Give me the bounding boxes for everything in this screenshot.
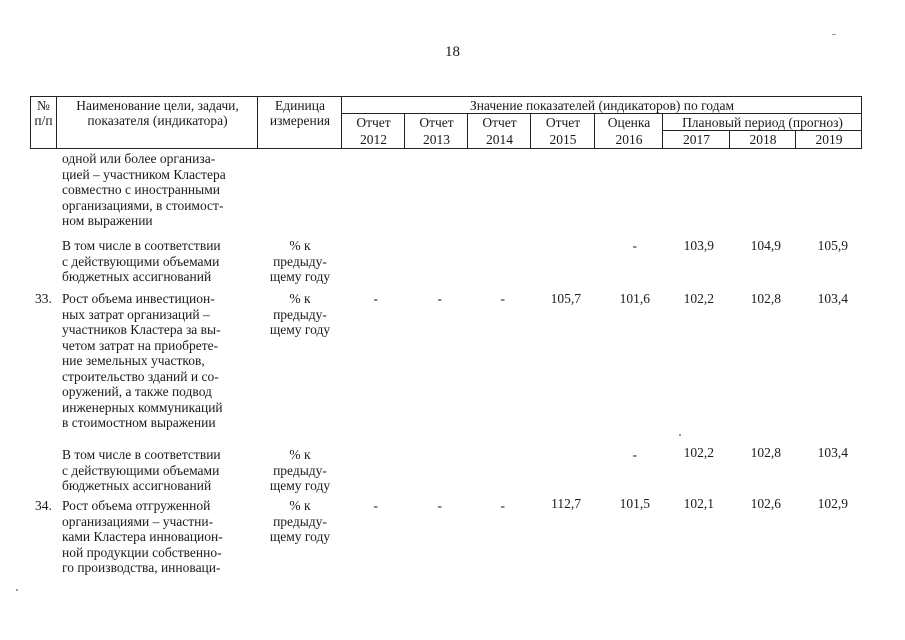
header-year-2018: 2018 — [749, 132, 777, 147]
row-unit-34: % к предыду- щему году — [269, 498, 331, 544]
value-cell: 102,8 — [750, 291, 781, 306]
row-unit-budget-32: % к предыду- щему году — [269, 238, 331, 284]
value-cell: - — [500, 498, 505, 513]
header-kind-2014: Отчет — [482, 115, 517, 130]
header-values-group: Значение показателей (индикаторов) по годам — [469, 98, 735, 113]
header-year-2017: 2017 — [683, 132, 710, 147]
value-cell: - — [437, 498, 442, 513]
row-text-budget-33: В том числе в соответствии с действующими объемами бюджетных ассигнований — [62, 447, 221, 493]
value-cell: - — [500, 291, 505, 306]
header-kind-2016: Оценка — [607, 115, 651, 130]
header-year-2016: 2016 — [615, 132, 643, 147]
continuation-text: одной или более организа- цией – участником Кластера совместно с иностранными организациями, в стоимост- ном выражении — [62, 151, 226, 228]
value-cell: 102,8 — [750, 445, 781, 460]
value-cell: - — [373, 498, 378, 513]
row-text-budget-32: В том числе в соответствии с действующими объемами бюджетных ассигнований — [62, 238, 221, 284]
header-year-2015: 2015 — [549, 132, 577, 147]
header-year-2019: 2019 — [815, 132, 843, 147]
value-cell: 102,1 — [683, 496, 714, 511]
row-number-33: 33. — [35, 291, 52, 306]
row-number-34: 34. — [35, 498, 52, 513]
header-name: Наименование цели, задачи, показателя (индикатора) — [76, 98, 239, 128]
header-year-2014: 2014 — [486, 132, 513, 147]
value-cell: 105,7 — [550, 291, 581, 306]
value-cell: 105,9 — [817, 238, 848, 253]
scan-speck — [16, 589, 18, 591]
value-cell: 102,9 — [817, 496, 848, 511]
row-text-33: Рост объема инвестицион- ных затрат организаций – участников Кластера за вы- четом затрат на приобрете- ние земельных участков, строительство зданий и со- оружений, а также подвод инженерных коммуникаций в стоимостном выражении — [62, 291, 223, 430]
value-cell: 102,2 — [683, 291, 714, 306]
header-unit: Единица измерения — [269, 98, 331, 128]
header-year-2012: 2012 — [360, 132, 387, 147]
scan-speck — [832, 34, 836, 35]
value-cell: - — [632, 238, 637, 253]
header-planned-group: Плановый период (прогноз) — [682, 115, 843, 130]
value-cell: 101,5 — [619, 496, 650, 511]
header-year-2013: 2013 — [423, 132, 450, 147]
value-cell: 103,9 — [683, 238, 714, 253]
header-kind-2013: Отчет — [419, 115, 454, 130]
row-text-34: Рост объема отгруженной организациями – участни- ками Кластера инновацион- ной продукции собственно- го производства, инноваци- — [62, 498, 223, 575]
header-num: № п/п — [34, 98, 53, 128]
value-cell: - — [632, 447, 637, 462]
value-cell: 102,2 — [683, 445, 714, 460]
scan-speck — [679, 434, 681, 436]
value-cell: 104,9 — [750, 238, 781, 253]
value-cell: 101,6 — [619, 291, 650, 306]
value-cell: 112,7 — [551, 496, 581, 511]
row-unit-budget-33: % к предыду- щему году — [269, 447, 331, 493]
value-cell: 102,6 — [750, 496, 781, 511]
value-cell: 103,4 — [817, 291, 848, 306]
value-cell: - — [437, 291, 442, 306]
value-cell: - — [373, 291, 378, 306]
row-unit-33: % к предыду- щему году — [269, 291, 331, 337]
value-cell: 103,4 — [817, 445, 848, 460]
page-number: 18 — [445, 44, 460, 60]
header-kind-2015: Отчет — [545, 115, 581, 130]
header-kind-2012: Отчет — [356, 115, 391, 130]
